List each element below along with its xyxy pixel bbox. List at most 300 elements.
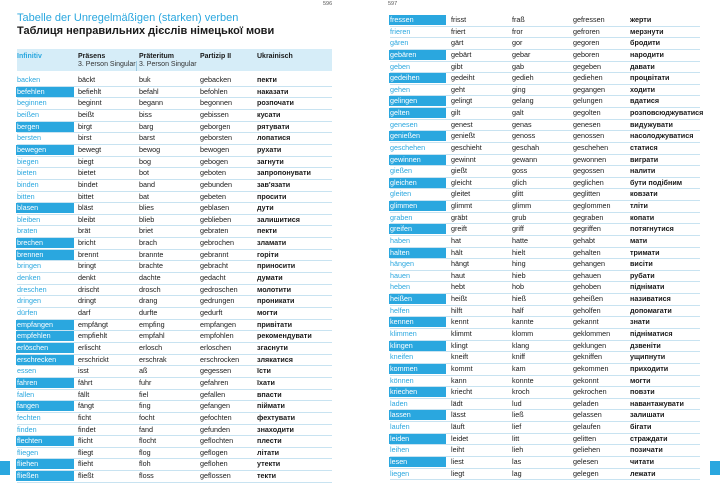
partizip-cell: gelitten xyxy=(573,433,597,443)
ukrainian-cell: лежати xyxy=(630,468,656,478)
partizip-cell: gelaufen xyxy=(573,422,601,432)
infinitiv-cell: genesen xyxy=(390,119,418,129)
partizip-cell: gekniffen xyxy=(573,352,603,362)
infinitiv-cell: dringen xyxy=(17,296,41,306)
ukrainian-cell: страждати xyxy=(630,433,668,443)
ukrainian-cell: статися xyxy=(630,142,658,152)
praeteritum-cell: befahl xyxy=(139,86,159,96)
praesens-cell: empfängt xyxy=(78,319,108,329)
page-number-left: 596 xyxy=(323,1,333,7)
row-divider xyxy=(17,447,332,448)
ukrainian-cell: підніматися xyxy=(630,329,673,338)
infinitiv-cell: binden xyxy=(17,179,39,189)
infinitiv-cell: fahren xyxy=(17,377,38,387)
partizip-cell: gekonnt xyxy=(573,375,599,385)
ukrainian-cell: бути подібним xyxy=(630,177,683,187)
row-divider xyxy=(390,479,700,480)
infinitiv-cell: befehlen xyxy=(17,86,45,96)
ukrainian-cell: повзти xyxy=(630,387,655,397)
ukrainian-cell: пекти xyxy=(257,75,277,84)
infinitiv-cell: leiden xyxy=(390,433,410,443)
partizip-cell: gewonnen xyxy=(573,154,607,164)
ukrainian-cell: мерзнути xyxy=(630,26,664,36)
row-divider xyxy=(390,421,700,422)
infinitiv-cell: hängen xyxy=(390,259,414,269)
praeteritum-cell: floss xyxy=(139,471,154,481)
praeteritum-cell: ging xyxy=(512,84,526,94)
ukrainian-cell: наказати xyxy=(257,86,289,96)
partizip-cell: gegangen xyxy=(573,84,605,94)
ukrainian-cell: розповсюджуватися xyxy=(630,108,704,118)
ukrainian-cell: пекти xyxy=(257,226,277,236)
infinitiv-cell: liegen xyxy=(390,468,410,478)
infinitiv-cell: klimmen xyxy=(390,329,417,338)
infinitiv-cell: fließen xyxy=(17,471,39,481)
table-header xyxy=(17,49,332,71)
ukrainian-cell: загнути xyxy=(257,156,284,166)
infinitiv-cell: bergen xyxy=(17,121,40,131)
praeteritum-cell: lieh xyxy=(512,445,524,455)
praesens-cell: gräbt xyxy=(451,212,468,222)
praesens-cell: denkt xyxy=(78,273,96,283)
praesens-cell: lädt xyxy=(451,398,463,408)
praeteritum-cell: buk xyxy=(139,75,151,84)
ukrainian-cell: рятувати xyxy=(257,121,290,131)
praeteritum-cell: lag xyxy=(512,468,522,478)
praesens-cell: kann xyxy=(451,375,467,385)
partizip-cell: geklommen xyxy=(573,329,611,338)
praesens-cell: heißt xyxy=(451,294,467,304)
praeteritum-cell: biss xyxy=(139,109,152,119)
partizip-cell: gebogen xyxy=(200,156,228,166)
praeteritum-cell: glich xyxy=(512,177,527,187)
partizip-cell: geliehen xyxy=(573,445,601,455)
infinitiv-cell: dürfen xyxy=(17,308,38,317)
praeteritum-cell: hieß xyxy=(512,294,526,304)
partizip-cell: gebrannt xyxy=(200,249,229,259)
ukrainian-cell: насолоджуватися xyxy=(630,131,694,141)
praeteritum-cell: bewog xyxy=(139,144,161,154)
partizip-cell: gekrochen xyxy=(573,387,607,397)
praeteritum-cell: half xyxy=(512,305,524,315)
praeteritum-cell: aß xyxy=(139,366,148,376)
praesens-cell: bläst xyxy=(78,203,94,213)
ukrainian-cell: розпочати xyxy=(257,98,294,108)
partizip-cell: geflogen xyxy=(200,447,228,457)
infinitiv-cell: haben xyxy=(390,235,410,245)
praesens-cell: kommt xyxy=(451,363,473,373)
praesens-cell: bewegt xyxy=(78,144,102,154)
praeteritum-cell: flocht xyxy=(139,436,157,446)
infinitiv-cell: gelingen xyxy=(390,96,418,106)
partizip-cell: geglichen xyxy=(573,177,604,187)
praesens-cell: bietet xyxy=(78,168,96,178)
ukrainian-cell: приходити xyxy=(630,363,669,373)
partizip-cell: gedacht xyxy=(200,273,226,283)
row-divider xyxy=(17,272,332,273)
praesens-cell: liegt xyxy=(451,468,465,478)
page-edge-tab-left xyxy=(0,461,10,475)
praeteritum-cell: hing xyxy=(512,259,526,269)
partizip-cell: geklungen xyxy=(573,340,607,350)
header-praesens: Präsens xyxy=(78,53,106,60)
partizip-cell: erloschen xyxy=(200,342,232,352)
partizip-cell: gefunden xyxy=(200,424,230,434)
praesens-cell: gewinnt xyxy=(451,154,476,164)
ukrainian-cell: ущипнути xyxy=(630,352,666,362)
ukrainian-cell: ходити xyxy=(630,84,656,94)
infinitiv-cell: dreschen xyxy=(17,284,47,294)
infinitiv-cell: bringen xyxy=(17,261,41,271)
partizip-cell: bewogen xyxy=(200,144,230,154)
praesens-cell: gebärt xyxy=(451,49,472,59)
ukrainian-cell: рухати xyxy=(257,144,282,154)
infinitiv-cell: erschrecken xyxy=(17,354,57,364)
row-divider xyxy=(390,258,700,259)
infinitiv-cell: blasen xyxy=(17,203,39,213)
partizip-cell: geflossen xyxy=(200,471,231,481)
infinitiv-cell: erlöschen xyxy=(17,342,49,352)
praeteritum-cell: band xyxy=(139,179,155,189)
infinitiv-cell: greifen xyxy=(390,224,412,234)
ukrainian-cell: запропонувати xyxy=(257,168,311,178)
praeteritum-cell: flog xyxy=(139,447,151,457)
partizip-cell: gebracht xyxy=(200,261,228,271)
ukrainian-cell: залишати xyxy=(630,410,665,420)
praeteritum-cell: hielt xyxy=(512,247,526,257)
ukrainian-cell: потягнутися xyxy=(630,224,674,234)
infinitiv-cell: klingen xyxy=(390,340,413,350)
praeteritum-cell: gewann xyxy=(512,154,538,164)
header-praeteritum: Präteritum xyxy=(139,53,175,60)
praesens-cell: brät xyxy=(78,226,91,236)
praesens-cell: isst xyxy=(78,366,89,376)
ukrainian-cell: могти xyxy=(630,375,651,385)
partizip-cell: gefangen xyxy=(200,401,230,411)
praesens-cell: bleibt xyxy=(78,214,96,224)
praesens-cell: ficht xyxy=(78,412,92,422)
infinitiv-cell: graben xyxy=(390,212,413,222)
partizip-cell: gebrochen xyxy=(200,238,234,248)
infinitiv-cell: gedeihen xyxy=(390,73,420,83)
infinitiv-cell: gären xyxy=(390,38,409,48)
partizip-cell: gegessen xyxy=(200,366,232,376)
praesens-cell: fängt xyxy=(78,401,94,411)
partizip-cell: geborsten xyxy=(200,133,232,143)
infinitiv-cell: gebären xyxy=(390,49,417,59)
row-divider xyxy=(17,225,332,226)
partizip-cell: gebissen xyxy=(200,109,229,119)
infinitiv-cell: gleichen xyxy=(390,177,417,187)
ukrainian-cell: кусати xyxy=(257,109,281,119)
row-divider xyxy=(17,109,332,110)
ukrainian-cell: зав'язати xyxy=(257,179,291,189)
partizip-cell: gegriffen xyxy=(573,224,601,234)
praesens-cell: birst xyxy=(78,133,92,143)
header-ukrainisch: Ukrainisch xyxy=(257,53,293,60)
partizip-cell: genesen xyxy=(573,119,601,129)
ukrainian-cell: залишитися xyxy=(257,214,300,224)
partizip-cell: gedurft xyxy=(200,308,223,317)
ukrainian-cell: копати xyxy=(630,212,655,222)
praeteritum-cell: klang xyxy=(512,340,530,350)
praeteritum-cell: begann xyxy=(139,98,163,108)
praesens-cell: lässt xyxy=(451,410,466,420)
praeteritum-cell: fiel xyxy=(139,389,149,399)
infinitiv-cell: backen xyxy=(17,75,41,84)
ukrainian-cell: читати xyxy=(630,456,655,466)
infinitiv-cell: finden xyxy=(17,424,37,434)
praeteritum-cell: hob xyxy=(512,282,524,292)
partizip-cell: gelegen xyxy=(573,468,599,478)
praesens-cell: gilt xyxy=(451,108,461,118)
page-edge-tab-right xyxy=(710,461,720,475)
praeteritum-cell: drang xyxy=(139,296,158,306)
partizip-cell: gebeten xyxy=(200,191,226,201)
ukrainian-cell: давати xyxy=(630,61,655,71)
ukrainian-cell: приносити xyxy=(257,261,296,271)
praeteritum-cell: fand xyxy=(139,424,153,434)
partizip-cell: geblieben xyxy=(200,214,232,224)
praesens-cell: genest xyxy=(451,119,473,129)
partizip-cell: gebunden xyxy=(200,179,232,189)
infinitiv-cell: braten xyxy=(17,226,38,236)
infinitiv-cell: hauen xyxy=(390,270,410,280)
partizip-cell: gefroren xyxy=(573,26,600,36)
praesens-cell: gießt xyxy=(451,166,467,176)
praesens-cell: gibt xyxy=(451,61,463,71)
praesens-cell: hebt xyxy=(451,282,465,292)
ukrainian-cell: думати xyxy=(257,273,283,283)
page-title-german: Tabelle der Unregelmäßigen (starken) verben xyxy=(17,12,239,24)
header-partizip: Partizip II xyxy=(200,53,232,60)
praeteritum-cell: gab xyxy=(512,61,524,71)
partizip-cell: genossen xyxy=(573,131,605,141)
praesens-cell: genießt xyxy=(451,131,475,141)
praeteritum-cell: genoss xyxy=(512,131,536,141)
praeteritum-cell: erschrak xyxy=(139,354,167,364)
praesens-cell: dringt xyxy=(78,296,96,306)
infinitiv-cell: essen xyxy=(17,366,37,376)
praeteritum-cell: litt xyxy=(512,433,520,443)
praesens-cell: gelingt xyxy=(451,96,473,106)
praesens-cell: empfiehlt xyxy=(78,331,108,341)
ukrainian-cell: літати xyxy=(257,447,280,457)
praesens-cell: birgt xyxy=(78,121,92,131)
partizip-cell: gebacken xyxy=(200,75,232,84)
ukrainian-cell: піймати xyxy=(257,401,285,411)
praesens-cell: hält xyxy=(451,247,463,257)
infinitiv-cell: empfangen xyxy=(17,319,53,329)
ukrainian-cell: плести xyxy=(257,436,282,446)
infinitiv-cell: kennen xyxy=(390,317,414,327)
praeteritum-cell: ließ xyxy=(512,410,524,420)
praeteritum-cell: floh xyxy=(139,459,151,469)
header-praesens-sub: 3. Person Singular xyxy=(78,61,136,68)
praesens-cell: klimmt xyxy=(451,329,472,338)
praeteritum-cell: focht xyxy=(139,412,155,422)
infinitiv-cell: können xyxy=(390,375,414,385)
ukrainian-cell: жерти xyxy=(630,15,652,24)
praeteritum-cell: galt xyxy=(512,108,524,118)
praeteritum-cell: bot xyxy=(139,168,149,178)
row-divider xyxy=(17,307,332,308)
partizip-cell: gekannt xyxy=(573,317,599,327)
partizip-cell: geboren xyxy=(573,49,600,59)
ukrainian-cell: піднімати xyxy=(630,282,665,292)
ukrainian-cell: проникати xyxy=(257,296,295,306)
infinitiv-cell: helfen xyxy=(390,305,410,315)
infinitiv-cell: biegen xyxy=(17,156,39,166)
header-infinitiv: Infinitiv xyxy=(17,53,42,60)
praesens-cell: beginnt xyxy=(78,98,102,108)
infinitiv-cell: geschehen xyxy=(390,142,426,152)
partizip-cell: gefochten xyxy=(200,412,232,422)
praesens-cell: friert xyxy=(451,26,466,36)
praeteritum-cell: blies xyxy=(139,203,154,213)
partizip-cell: gehabt xyxy=(573,235,595,245)
praeteritum-cell: fing xyxy=(139,401,151,411)
ukrainian-cell: виграти xyxy=(630,154,659,164)
row-divider xyxy=(17,156,332,157)
praesens-cell: hilft xyxy=(451,305,463,315)
praesens-cell: drischt xyxy=(78,284,100,294)
partizip-cell: gediehen xyxy=(573,73,603,83)
infinitiv-cell: empfehlen xyxy=(17,331,51,341)
praesens-cell: biegt xyxy=(78,156,94,166)
praesens-cell: fällt xyxy=(78,389,90,399)
partizip-cell: geflochten xyxy=(200,436,234,446)
partizip-cell: geblasen xyxy=(200,203,230,213)
ukrainian-cell: зламати xyxy=(257,238,287,248)
infinitiv-cell: gewinnen xyxy=(390,154,421,164)
praeteritum-cell: glimm xyxy=(512,201,532,211)
infinitiv-cell: fliegen xyxy=(17,447,39,457)
ukrainian-cell: їсти xyxy=(257,366,271,376)
praeteritum-cell: gor xyxy=(512,38,523,48)
praeteritum-cell: barst xyxy=(139,133,155,143)
praeteritum-cell: klomm xyxy=(512,329,534,338)
praesens-cell: kneift xyxy=(451,352,469,362)
infinitiv-cell: fechten xyxy=(17,412,41,422)
praesens-cell: frisst xyxy=(451,15,467,24)
partizip-cell: gehoben xyxy=(573,282,601,292)
praeteritum-cell: blieb xyxy=(139,214,155,224)
partizip-cell: gegolten xyxy=(573,108,601,118)
partizip-cell: gedrungen xyxy=(200,296,235,306)
infinitiv-cell: gehen xyxy=(390,84,410,94)
infinitiv-cell: leihen xyxy=(390,445,410,455)
partizip-cell: gegeben xyxy=(573,61,601,71)
praeteritum-cell: hieb xyxy=(512,270,526,280)
praeteritum-cell: konnte xyxy=(512,375,534,385)
ukrainian-cell: ковзати xyxy=(630,189,658,199)
partizip-cell: gefahren xyxy=(200,377,229,387)
partizip-cell: gelungen xyxy=(573,96,603,106)
praesens-cell: leidet xyxy=(451,433,469,443)
partizip-cell: gegoren xyxy=(573,38,600,48)
ukrainian-cell: злякатися xyxy=(257,354,293,364)
praeteritum-cell: kannte xyxy=(512,317,534,327)
praesens-cell: fliegt xyxy=(78,447,94,457)
partizip-cell: geheißen xyxy=(573,294,603,304)
ukrainian-cell: впасти xyxy=(257,389,282,399)
praesens-cell: flieht xyxy=(78,459,94,469)
praeteritum-cell: brach xyxy=(139,238,157,248)
partizip-cell: erschrocken xyxy=(200,354,240,364)
infinitiv-cell: gießen xyxy=(390,166,412,176)
praesens-cell: bringt xyxy=(78,261,96,271)
praesens-cell: bäckt xyxy=(78,75,96,84)
praesens-cell: darf xyxy=(78,308,91,317)
infinitiv-cell: fallen xyxy=(17,389,35,399)
infinitiv-cell: beginnen xyxy=(17,98,47,108)
praeteritum-cell: brannte xyxy=(139,249,164,259)
infinitiv-cell: laden xyxy=(390,398,408,408)
partizip-cell: gegossen xyxy=(573,166,605,176)
praesens-cell: erschrickt xyxy=(78,354,109,364)
praesens-cell: glimmt xyxy=(451,201,473,211)
ukrainian-cell: бігати xyxy=(630,422,652,432)
ukrainian-cell: утекти xyxy=(257,459,281,469)
praeteritum-cell: gedieh xyxy=(512,73,534,83)
infinitiv-cell: brennen xyxy=(17,249,44,259)
infinitiv-cell: geben xyxy=(390,61,410,71)
ukrainian-cell: знати xyxy=(630,317,650,327)
ukrainian-cell: фехтувати xyxy=(257,412,296,422)
infinitiv-cell: heißen xyxy=(390,294,412,304)
infinitiv-cell: kommen xyxy=(390,363,418,373)
praeteritum-cell: bat xyxy=(139,191,149,201)
ukrainian-cell: бродити xyxy=(630,38,661,48)
praeteritum-cell: hatte xyxy=(512,235,528,245)
header-praeteritum-sub: 3. Person Singular xyxy=(139,61,197,68)
infinitiv-cell: fangen xyxy=(17,401,39,411)
ukrainian-cell: горіти xyxy=(257,249,279,259)
praesens-cell: klingt xyxy=(451,340,468,350)
infinitiv-cell: beißen xyxy=(17,109,39,119)
praeteritum-cell: geschah xyxy=(512,142,540,152)
ukrainian-cell: просити xyxy=(257,191,287,201)
praeteritum-cell: gelang xyxy=(512,96,534,106)
partizip-cell: geborgen xyxy=(200,121,231,131)
partizip-cell: gegraben xyxy=(573,212,604,222)
page-title-ukrainian: Таблиця неправильних дієслів німецької мови xyxy=(17,25,275,37)
infinitiv-cell: kriechen xyxy=(390,387,418,397)
praesens-cell: brennt xyxy=(78,249,99,259)
praeteritum-cell: drosch xyxy=(139,284,161,294)
ukrainian-cell: могти xyxy=(257,308,278,317)
praesens-cell: erlischt xyxy=(78,342,101,352)
praesens-cell: fährt xyxy=(78,377,93,387)
ukrainian-cell: народити xyxy=(630,49,664,59)
ukrainian-cell: мати xyxy=(630,235,648,245)
partizip-cell: empfangen xyxy=(200,319,236,329)
infinitiv-cell: fressen xyxy=(390,15,414,24)
praesens-cell: kennt xyxy=(451,317,469,327)
praeteritum-cell: bog xyxy=(139,156,151,166)
praeteritum-cell: durfte xyxy=(139,308,158,317)
praeteritum-cell: dachte xyxy=(139,273,161,283)
row-divider xyxy=(390,235,700,236)
praesens-cell: bittet xyxy=(78,191,94,201)
praeteritum-cell: barg xyxy=(139,121,154,131)
praesens-cell: liest xyxy=(451,456,464,466)
infinitiv-cell: flechten xyxy=(17,436,43,446)
praeteritum-cell: kroch xyxy=(512,387,530,397)
ukrainian-cell: навантажувати xyxy=(630,398,684,408)
infinitiv-cell: gleiten xyxy=(390,189,412,199)
